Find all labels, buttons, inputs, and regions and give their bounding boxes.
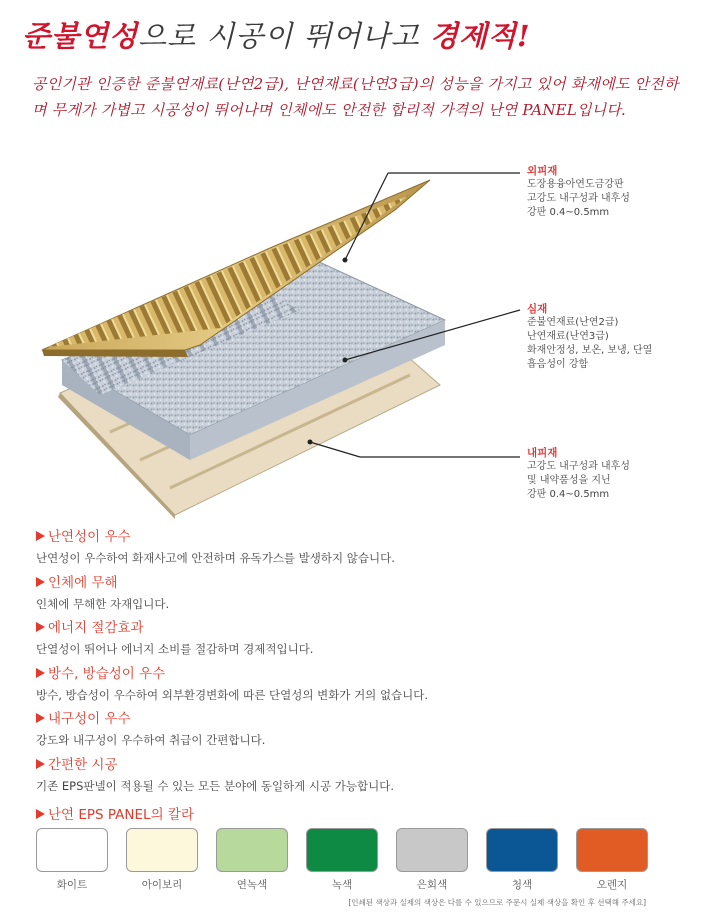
feature-desc: 난연성이 우수하여 화재사고에 안전하며 유독가스를 발생하지 않습니다. bbox=[36, 551, 395, 565]
triangle-bullet-icon bbox=[36, 531, 45, 541]
color-swatch bbox=[486, 828, 558, 872]
callout-outer-line3: 강판 0.4~0.5mm bbox=[527, 207, 610, 218]
color-label: 녹색 bbox=[331, 879, 353, 891]
intro-paragraph: 공인기관 인증한 준불연재료(난연2급), 난연재료(난연3급)의 성능을 가지고 있어 화재에도 안전하며 무게가 가볍고 시공성이 뛰어나며 인체에도 안전한 합리적 가격의 난연 PANEL입니다. bbox=[32, 75, 679, 119]
callout-inner-liner bbox=[527, 446, 630, 502]
color-swatch bbox=[126, 828, 198, 872]
feature-title: 에너지 절감효과 bbox=[48, 620, 144, 636]
feature-harmless bbox=[36, 573, 696, 619]
feature-desc: 단열성이 뛰어나 에너지 소비를 절감하며 경제적입니다. bbox=[36, 642, 314, 656]
color-label: 연녹색 bbox=[236, 879, 268, 891]
triangle-bullet-icon bbox=[36, 759, 45, 769]
headline-emphasis: 준불연성 bbox=[22, 19, 139, 53]
feature-durability bbox=[36, 709, 696, 755]
feature-title: 방수, 방습성이 우수 bbox=[48, 665, 166, 682]
triangle-bullet-icon bbox=[36, 713, 45, 723]
triangle-bullet-icon bbox=[36, 622, 45, 632]
color-label: 은회색 bbox=[416, 879, 448, 891]
feature-fire-resistance bbox=[36, 527, 696, 573]
callout-core-line3: 화재안정성, 보온, 보냉, 단열 bbox=[527, 345, 653, 356]
color-option bbox=[216, 828, 288, 892]
callout-outer-title: 외피재 bbox=[527, 165, 558, 177]
color-disclaimer: [인쇄된 색상과 실제의 색상은 다를 수 있으므로 주문시 실제 색상을 확인 후 선택해 주세요] bbox=[348, 898, 646, 907]
colors-heading-text: 난연 EPS PANEL의 칼라 bbox=[48, 807, 194, 823]
feature-waterproof bbox=[36, 664, 696, 710]
callout-core-line2: 난연재료(난연3급) bbox=[527, 331, 609, 342]
feature-desc: 기존 EPS판넬이 적용될 수 있는 모든 분야에 동일하게 시공 가능합니다. bbox=[36, 778, 394, 793]
color-option bbox=[36, 828, 108, 892]
callout-outer-skin bbox=[527, 164, 630, 220]
color-option bbox=[486, 828, 558, 892]
callout-inner-line1: 고강도 내구성과 내후성 bbox=[527, 461, 630, 472]
color-swatch bbox=[306, 828, 378, 872]
callout-inner-line2: 및 내약품성을 지닌 bbox=[527, 475, 611, 486]
callout-inner-title: 내피재 bbox=[527, 447, 558, 459]
triangle-bullet-icon bbox=[36, 577, 45, 587]
feature-energy-saving bbox=[36, 618, 696, 664]
feature-easy-install bbox=[36, 755, 696, 801]
feature-title: 간편한 시공 bbox=[48, 756, 118, 773]
colors-heading bbox=[36, 803, 194, 823]
callout-core-line1: 준불연재료(난연2급) bbox=[527, 317, 619, 328]
callout-outer-line1: 도장용융아연도금강판 bbox=[527, 179, 624, 190]
triangle-bullet-icon bbox=[36, 668, 45, 678]
feature-desc: 강도와 내구성이 우수하여 취급이 간편합니다. bbox=[36, 733, 266, 747]
color-swatch bbox=[396, 828, 468, 872]
triangle-bullet-icon bbox=[36, 809, 45, 819]
color-option bbox=[126, 828, 198, 892]
color-swatch bbox=[36, 828, 108, 872]
callout-outer-line2: 고강도 내구성과 내후성 bbox=[527, 193, 630, 204]
callout-core bbox=[527, 302, 652, 372]
feature-title: 내구성이 우수 bbox=[48, 711, 131, 727]
feature-desc: 인체에 무해한 자재입니다. bbox=[36, 596, 170, 611]
color-option bbox=[576, 828, 648, 892]
headline bbox=[22, 14, 531, 55]
color-label: 아이보리 bbox=[141, 879, 183, 891]
headline-ending: 경제적! bbox=[429, 19, 531, 53]
color-option bbox=[396, 828, 468, 892]
headline-middle: 으로 시공이 뛰어나고 bbox=[138, 19, 430, 53]
color-swatch bbox=[216, 828, 288, 872]
feature-title: 인체에 무해 bbox=[48, 574, 118, 591]
color-label: 오렌지 bbox=[596, 879, 628, 891]
callout-core-title: 심재 bbox=[527, 303, 548, 315]
features-list bbox=[36, 527, 696, 800]
callout-inner-line3: 강판 0.4~0.5mm bbox=[527, 489, 610, 500]
color-option bbox=[306, 828, 378, 892]
color-swatch bbox=[576, 828, 648, 872]
feature-desc: 방수, 방습성이 우수하여 외부환경변화에 따른 단열성의 변화가 거의 없습니다. bbox=[36, 687, 429, 702]
color-label: 화이트 bbox=[56, 879, 88, 891]
panel-structure-diagram bbox=[0, 150, 720, 520]
feature-title: 난연성이 우수 bbox=[48, 529, 131, 545]
callout-core-line4: 흡음성이 강함 bbox=[527, 359, 589, 370]
color-label: 청색 bbox=[511, 879, 533, 891]
